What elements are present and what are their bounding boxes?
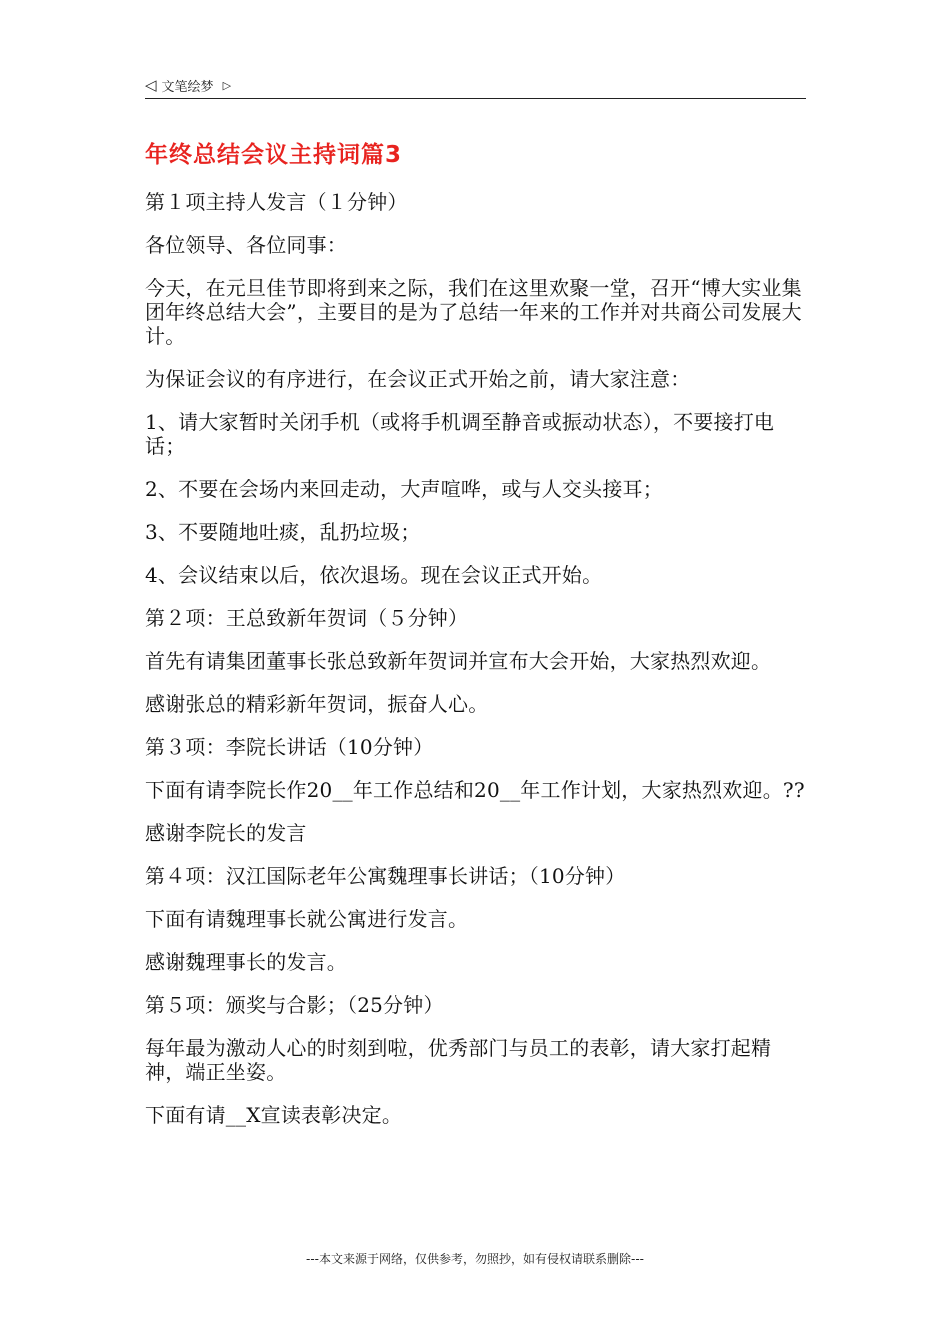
paragraph: 1、请大家暂时关闭手机（或将手机调至静音或振动状态），不要接打电话； — [145, 410, 775, 458]
paragraph: 感谢张总的精彩新年贺词，振奋人心。 — [145, 692, 489, 716]
paragraph: 今天，在元旦佳节即将到来之际，我们在这里欢聚一堂，召开“博大实业集团年终总结大会”，主要目的是为了总结一年来的工作并对共商公司发展大计。 — [145, 276, 802, 348]
paragraph: 每年最为激动人心的时刻到啦，优秀部门与员工的表彰，请大家打起精神，端正坐姿。 — [145, 1036, 772, 1084]
paragraph: 首先有请集团董事长张总致新年贺词并宣布大会开始，大家热烈欢迎。 — [145, 649, 772, 673]
paragraph: 第５项：颁奖与合影；（25分钟） — [145, 993, 444, 1017]
paragraph: 2、不要在会场内来回走动，大声喧哗，或与人交头接耳； — [145, 477, 663, 501]
footer-disclaimer: ---本文来源于网络，仅供参考，勿照抄，如有侵权请联系删除--- — [306, 1252, 644, 1266]
paragraph: 下面有请李院长作20__年工作总结和20__年工作计划，大家热烈欢迎。?? — [145, 778, 805, 802]
paragraph: 4、会议结束以后，依次退场。现在会议正式开始。 — [145, 563, 603, 587]
paragraph: 下面有请__X宣读表彰决定。 — [145, 1103, 403, 1127]
paragraph: 第３项：李院长讲话（10分钟） — [145, 735, 434, 759]
document-body — [145, 190, 805, 1146]
left-triangle-icon: ◁ — [145, 75, 157, 94]
paragraph: 为保证会议的有序进行，在会议正式开始之前，请大家注意： — [145, 367, 691, 391]
paragraph: 第１项主持人发言（１分钟） — [145, 190, 408, 214]
document-title: 年终总结会议主持词篇3 — [145, 142, 403, 168]
paragraph: 各位领导、各位同事： — [145, 233, 347, 257]
brand-text: 文笔绘梦 — [161, 79, 214, 95]
paragraph: 第４项：汉江国际老年公寓魏理事长讲话；（10分钟） — [145, 864, 626, 888]
right-triangle-icon: ▷ — [222, 78, 232, 92]
paragraph: 下面有请魏理事长就公寓进行发言。 — [145, 907, 469, 931]
paragraph: 第２项：王总致新年贺词（５分钟） — [145, 606, 469, 630]
paragraph: 感谢魏理事长的发言。 — [145, 950, 347, 974]
paragraph: 感谢李院长的发言 — [145, 821, 307, 845]
brand — [145, 74, 231, 96]
page-header — [145, 74, 806, 99]
paragraph: 3、不要随地吐痰，乱扔垃圾； — [145, 520, 421, 544]
